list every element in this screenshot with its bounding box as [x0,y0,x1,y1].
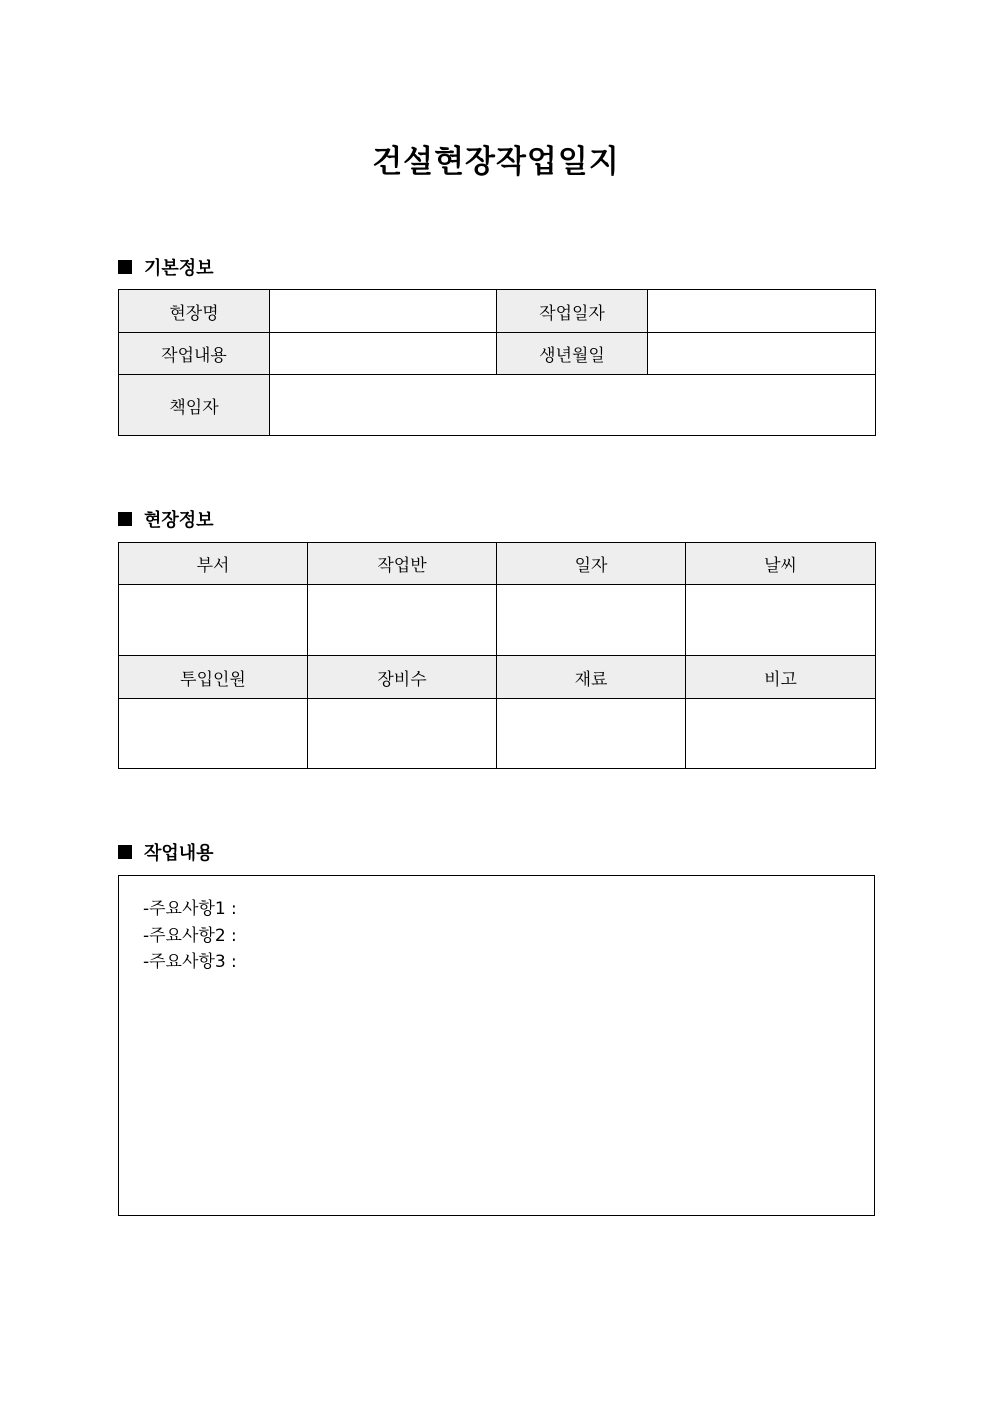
date-field[interactable] [497,585,686,656]
table-row [119,543,876,585]
site-info-heading-text: 현장정보 [144,510,214,531]
work-content-heading-text: 작업내용 [144,843,214,864]
square-bullet-icon [118,512,132,526]
list-item: -주요사항1 : [143,899,237,919]
weather-field[interactable] [686,585,876,656]
site-name-field[interactable] [270,290,497,333]
manager-field[interactable] [270,375,876,436]
birth-date-label: 생년월일 [497,333,648,375]
work-crew-field[interactable] [308,585,497,656]
table-row [119,375,876,436]
department-field[interactable] [119,585,308,656]
work-content-heading [118,839,214,865]
equipment-count-field[interactable] [308,699,497,769]
work-content-box[interactable] [118,875,875,1216]
materials-label: 재료 [497,656,686,699]
workers-field[interactable] [119,699,308,769]
notes-list [143,896,237,976]
table-row [119,333,876,375]
list-item: -주요사항3 : [143,952,237,972]
site-info-heading [118,506,214,532]
weather-label: 날씨 [686,543,876,585]
remarks-field[interactable] [686,699,876,769]
list-item: -주요사항2 : [143,925,237,946]
birth-date-field[interactable] [648,333,876,375]
table-row [119,585,876,656]
square-bullet-icon [118,845,132,859]
date-label: 일자 [497,543,686,585]
table-row [119,699,876,769]
table-row [119,290,876,333]
remarks-label: 비고 [686,656,876,699]
materials-field[interactable] [497,699,686,769]
basic-info-heading-text: 기본정보 [144,258,214,279]
site-info-table [118,542,876,769]
work-date-field[interactable] [648,290,876,333]
manager-label: 책임자 [119,375,270,436]
work-content-field[interactable] [270,333,497,375]
square-bullet-icon [118,260,132,274]
equipment-count-label: 장비수 [308,656,497,699]
workers-label: 투입인원 [119,656,308,699]
department-label: 부서 [119,543,308,585]
table-row [119,656,876,699]
basic-info-heading [118,254,214,280]
work-date-label: 작업일자 [497,290,648,333]
site-name-label: 현장명 [119,290,270,333]
work-crew-label: 작업반 [308,543,497,585]
page-title: 건설현장작업일지 [372,144,620,180]
basic-info-table [118,289,876,436]
work-content-label: 작업내용 [119,333,270,375]
